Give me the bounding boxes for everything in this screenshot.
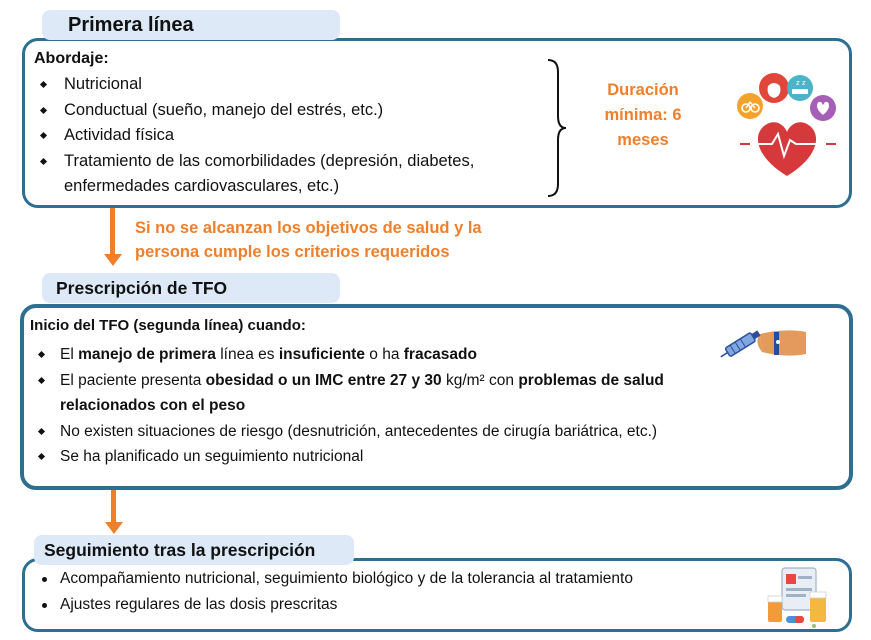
abordaje-list <box>30 72 474 200</box>
prescripcion-tab <box>42 273 340 303</box>
prescripcion-heading: Inicio del TFO (segunda línea) cuando: <box>30 317 306 334</box>
primera-linea-tab <box>42 10 340 40</box>
bullet-diamond-icon <box>40 81 47 88</box>
bullet-diamond-icon <box>40 132 47 139</box>
prescripcion-title: Prescripción de TFO <box>56 277 228 298</box>
abordaje-heading: Abordaje: <box>34 50 109 67</box>
bullet-diamond-icon <box>40 106 47 113</box>
bullet-diamond-icon <box>38 376 45 383</box>
bullet-diamond-icon <box>38 427 45 434</box>
list-item: Nutricional <box>30 72 474 98</box>
arrow-head-icon <box>104 254 122 266</box>
list-item: Actividad física <box>30 123 474 149</box>
duration-text: Duración mínima: 6 meses <box>604 81 682 149</box>
list-item-continuation: enfermedades cardiovasculares, etc.) <box>64 177 340 195</box>
list-item: Tratamiento de las comorbilidades (depresión, diabetes, <box>30 149 474 175</box>
bullet-dot-icon <box>42 577 47 582</box>
seguimiento-tab <box>34 535 354 565</box>
bullet-diamond-icon <box>38 453 45 460</box>
bullet-diamond-icon <box>38 351 45 358</box>
bullet-dot-icon <box>42 603 47 608</box>
svg-text:z z: z z <box>796 79 806 87</box>
injection-icon <box>716 322 808 364</box>
list-item: Se ha planificado un seguimiento nutricional <box>30 444 664 470</box>
flow-arrow-1 <box>110 208 115 256</box>
prescription-pills-icon <box>764 566 834 628</box>
list-item: Conductual (sueño, manejo del estrés, etc.) <box>30 98 474 124</box>
prescripcion-list <box>30 342 664 470</box>
curly-brace <box>540 58 570 198</box>
list-item: No existen situaciones de riesgo (desnutrición, antecedentes de cirugía bariátrica, etc.) <box>30 419 664 445</box>
list-item: Ajustes regulares de las dosis prescritas <box>32 592 633 618</box>
seguimiento-title: Seguimiento tras la prescripción <box>44 539 316 560</box>
list-item: El paciente presenta obesidad o un IMC entre 27 y 30 kg/m² con problemas de salud <box>30 368 664 394</box>
primera-linea-title: Primera línea <box>68 13 194 36</box>
list-item-continuation: relacionados con el peso <box>60 397 246 414</box>
transition-text: Si no se alcanzan los objetivos de salud y la persona cumple los criterios requeridos <box>135 219 482 261</box>
flow-arrow-2 <box>111 490 116 524</box>
list-item: El manejo de primera línea es insuficiente o ha fracasado <box>30 342 664 368</box>
arrow-head-icon <box>105 522 123 534</box>
list-item: Acompañamiento nutricional, seguimiento biológico y de la tolerancia al tratamiento <box>32 566 633 592</box>
seguimiento-list <box>32 566 633 618</box>
bullet-diamond-icon <box>40 157 47 164</box>
health-heart-icon <box>732 70 842 178</box>
